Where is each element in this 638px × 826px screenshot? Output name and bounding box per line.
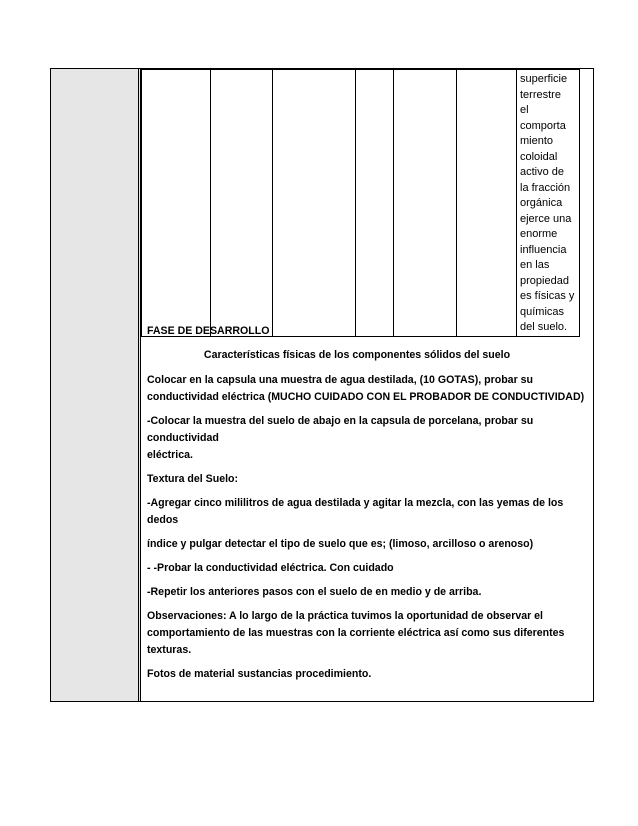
cell-line: miento: [520, 135, 554, 147]
cell-line: influencia: [520, 243, 567, 256]
paragraph-line: comportamiento de las muestras con la corriente eléctrica así como sus diferentes: [147, 627, 565, 639]
cell-line: comporta: [520, 119, 566, 132]
paragraph-soil-sample: [147, 413, 587, 464]
paragraph-line: texturas.: [147, 644, 192, 656]
cell-line: en las: [520, 259, 550, 271]
paragraph-line: Observaciones: A lo largo de la práctica tuvimos la oportunidad de observar el: [147, 610, 544, 622]
observations-paragraph: [147, 608, 587, 659]
inner-table-cell: [457, 70, 517, 337]
paragraph-line: Colocar en la capsula una muestra de agua destilada, (10 GOTAS), probar su: [147, 374, 533, 386]
cell-line: es físicas y: [520, 290, 575, 302]
cell-line: del suelo.: [520, 321, 568, 333]
inner-table-cell: [394, 70, 457, 337]
texture-step-2: índice y pulgar detectar el tipo de suelo que es; (limoso, arcilloso o arenoso): [147, 538, 534, 550]
left-column-cell: [51, 69, 141, 701]
cell-line: enorme: [520, 228, 558, 240]
right-column-cell: [141, 69, 593, 701]
cell-line: terrestre: [520, 88, 561, 101]
paragraph-line: conductividad eléctrica (MUCHO CUIDADO CON EL PROBADOR DE CONDUCTIVIDAD): [147, 391, 585, 403]
photos-line: Fotos de material sustancias procedimiento.: [147, 668, 372, 680]
cell-line: orgánica: [520, 197, 563, 209]
probe-step: - -Probar la conductividad eléctrica. Con cuidado: [147, 562, 394, 574]
inner-table-cell: [356, 70, 394, 337]
cell-line: el: [520, 104, 529, 116]
cell-line: coloidal: [520, 150, 558, 163]
inner-table-cell: [211, 70, 273, 337]
cell-line: superficie: [520, 73, 568, 85]
texture-step-1: -Agregar cinco mililitros de agua destilada y agitar la mezcla, con las yemas de los dedos: [147, 497, 564, 526]
cell-line: químicas: [520, 305, 565, 318]
outer-table: [50, 68, 594, 702]
paragraph-line: -Colocar la muestra del suelo de abajo en la capsula de porcelana, probar su conductividad: [147, 415, 534, 444]
section-heading: FASE DE DESARROLLO: [147, 325, 270, 337]
texture-heading: Textura del Suelo:: [147, 473, 239, 485]
paragraph-line: eléctrica.: [147, 449, 193, 461]
cell-line: activo de: [520, 166, 565, 178]
cell-line: ejerce una: [520, 212, 572, 225]
repeat-step: -Repetir los anteriores pasos con el suelo de en medio y de arriba.: [147, 586, 482, 598]
inner-table: [141, 69, 634, 337]
inner-table-cell: [142, 70, 211, 337]
paragraph-capsule-water: [147, 372, 587, 406]
development-section: [147, 323, 587, 690]
inner-table-text-cell: [517, 70, 580, 337]
section-subheading: Características físicas de los componentes sólidos del suelo: [203, 349, 511, 361]
cell-line: propiedad: [520, 274, 569, 287]
cell-line: la fracción: [520, 181, 571, 194]
inner-table-cell: [273, 70, 356, 337]
